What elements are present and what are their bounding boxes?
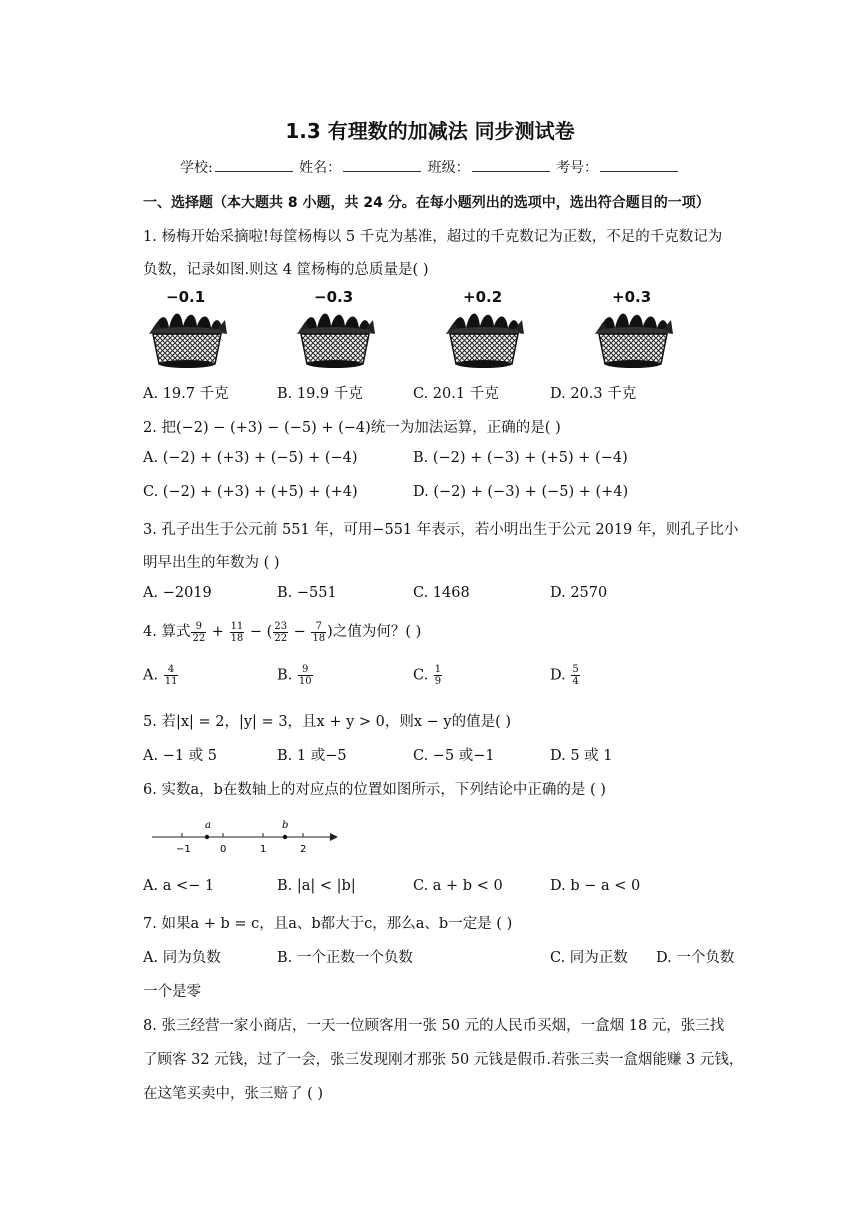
basket-icon-2	[297, 313, 375, 368]
q7-option-d[interactable]: D. 一个负数	[656, 950, 735, 966]
q4-option-b[interactable]: B. $\frac{9}{10}$	[277, 664, 312, 687]
q4-frac-1: $\frac{9}{22}$	[192, 620, 206, 644]
basket-icons	[140, 306, 740, 372]
q2-option-a[interactable]: A. (−2) + (+3) + (−5) + (−4)	[143, 450, 358, 466]
school-label: 学校:	[179, 160, 213, 176]
q5-option-b[interactable]: B. 1 或−5	[277, 748, 347, 764]
basket-icon-3	[446, 313, 524, 368]
student-info-line	[0, 157, 860, 177]
q3-option-d[interactable]: D. 2570	[550, 585, 608, 601]
q3-option-b[interactable]: B. −551	[277, 585, 337, 601]
q1-line2: 负数，记录如图.则这 4 筐杨梅的总质量是( )	[143, 262, 429, 278]
q4-frac-3: $\frac{23}{22}$	[274, 620, 288, 644]
q4-frac-4: $\frac{7}{18}$	[312, 620, 326, 644]
q8-line2: 了顾客 32 元钱，过了一会，张三发现刚才那张 50 元钱是假币.若张三卖一盒烟能赚 3 元钱，	[143, 1052, 744, 1068]
q3-line2: 明早出生的年数为 ( )	[143, 555, 280, 571]
basket-label-1: −0.1	[166, 288, 206, 306]
q2-option-c[interactable]: C. (−2) + (+3) + (+5) + (+4)	[143, 484, 358, 500]
name-blank[interactable]	[343, 159, 421, 172]
tick-label-0: 0	[220, 844, 227, 855]
page-title: 1.3 有理数的加减法 同步测试卷	[285, 119, 575, 143]
school-blank[interactable]	[215, 159, 293, 172]
section-heading: 一、选择题（本大题共 8 小题，共 24 分。在每小题列出的选项中，选出符合题目的一项）	[143, 195, 710, 211]
q4-option-d[interactable]: D. $\frac{5}{4}$	[550, 664, 579, 687]
q4-prefix: 4. 算式	[143, 624, 191, 640]
basket-icon-1	[149, 313, 227, 368]
name-label: 姓名：	[299, 160, 342, 176]
basket-label-4: +0.3	[612, 288, 652, 306]
q7-stem: 7. 如果a + b = c，且a、b都大于c，那么a、b一定是 ( )	[143, 916, 513, 932]
q4-option-a[interactable]: A. $\frac{4}{11}$	[143, 664, 178, 687]
q6-option-b[interactable]: B. |a| < |b|	[277, 878, 356, 894]
basket-label-2: −0.3	[314, 288, 354, 306]
q7-option-b[interactable]: B. 一个正数一个负数	[277, 950, 413, 966]
q7-option-c[interactable]: C. 同为正数	[550, 950, 628, 966]
number-label: 考号：	[556, 160, 599, 176]
q3-line1: 3. 孔子出生于公元前 551 年，可用−551 年表示，若小明出生于公元 2019 年，则孔子比小	[143, 522, 739, 538]
class-blank[interactable]	[472, 159, 550, 172]
q1-option-b[interactable]: B. 19.9 千克	[277, 386, 363, 402]
q4-stem: 4. 算式 $\frac{9}{22}$ + $\frac{11}{18}$ − ( $\frac{23}{22}$ − $\frac{7}{18}$ )之值为何？( )	[143, 620, 422, 644]
tick-label-neg1: −1	[176, 844, 191, 855]
q1-option-a[interactable]: A. 19.7 千克	[143, 386, 229, 402]
q2-option-d[interactable]: D. (−2) + (−3) + (−5) + (+4)	[413, 484, 629, 500]
q8-line1: 8. 张三经营一家小商店，一天一位顾客用一张 50 元的人民币买烟，一盒烟 18 元，张三找	[143, 1018, 725, 1034]
q6-stem: 6. 实数a，b在数轴上的对应点的位置如图所示，下列结论中正确的是 ( )	[143, 782, 606, 798]
arrow-right-icon	[330, 833, 338, 841]
q8-line3: 在这笔买卖中，张三赔了 ( )	[143, 1086, 324, 1102]
q6-number-line	[150, 815, 340, 857]
q1-option-c[interactable]: C. 20.1 千克	[413, 386, 499, 402]
q6-option-d[interactable]: D. b − a < 0	[550, 878, 641, 894]
q5-option-a[interactable]: A. −1 或 5	[143, 748, 218, 764]
basket-label-3: +0.2	[463, 288, 503, 306]
q2-stem: 2. 把(−2) − (+3) − (−5) + (−4)统一为加法运算，正确的是( )	[143, 420, 561, 436]
q1-option-d[interactable]: D. 20.3 千克	[550, 386, 637, 402]
class-label: 班级：	[427, 160, 470, 176]
q5-option-d[interactable]: D. 5 或 1	[550, 748, 613, 764]
q5-option-c[interactable]: C. −5 或−1	[413, 748, 495, 764]
q4-frac-2: $\frac{11}{18}$	[230, 620, 244, 644]
basket-icon-4	[595, 313, 673, 368]
q4-suffix: 之值为何？( )	[332, 624, 422, 640]
q7-option-a[interactable]: A. 同为负数	[143, 950, 221, 966]
q3-option-a[interactable]: A. −2019	[143, 585, 212, 601]
label-b: b	[282, 820, 289, 831]
q3-option-c[interactable]: C. 1468	[413, 585, 470, 601]
point-b	[283, 835, 287, 839]
q6-option-a[interactable]: A. a <− 1	[143, 878, 215, 894]
tick-label-2: 2	[300, 844, 307, 855]
label-a: a	[205, 820, 211, 831]
tick-label-1: 1	[260, 844, 267, 855]
point-a	[205, 835, 209, 839]
number-blank[interactable]	[600, 159, 678, 172]
q1-line1: 1. 杨梅开始采摘啦!每筐杨梅以 5 千克为基准，超过的千克数记为正数，不足的千克数记为	[143, 229, 723, 245]
q4-option-c[interactable]: C. $\frac{1}{9}$	[413, 664, 442, 687]
q5-stem: 5. 若|x| = 2，|y| = 3，且x + y > 0，则x − y的值是( )	[143, 714, 512, 730]
q2-option-b[interactable]: B. (−2) + (−3) + (+5) + (−4)	[413, 450, 628, 466]
q6-option-c[interactable]: C. a + b < 0	[413, 878, 503, 894]
q7-option-d-wrap: 一个是零	[143, 984, 201, 1000]
